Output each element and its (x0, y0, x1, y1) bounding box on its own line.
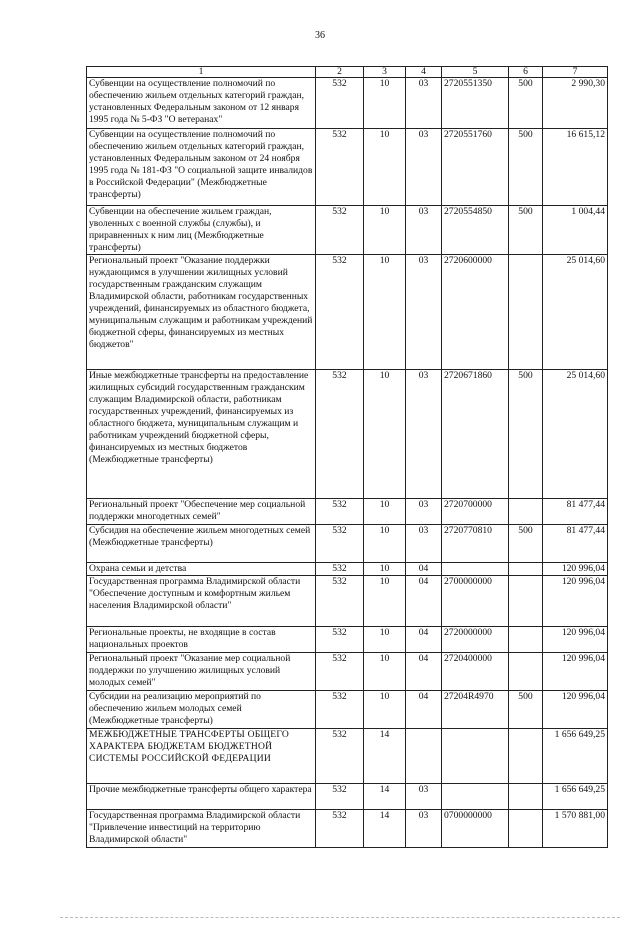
row-code-target: 2720700000 (442, 499, 509, 525)
row-code-admin: 532 (316, 499, 364, 525)
row-code-admin: 532 (316, 691, 364, 729)
row-code-section: 10 (364, 653, 406, 691)
row-name: Охрана семьи и детства (87, 563, 316, 576)
table-body (87, 78, 608, 848)
row-code-admin: 532 (316, 525, 364, 563)
row-code-target: 2720000000 (442, 627, 509, 653)
row-amount: 25 014,60 (543, 370, 608, 499)
row-amount: 120 996,04 (543, 627, 608, 653)
row-name: Государственная программа Владимирской области "Привлечение инвестиций на территорию Владимирской области" (87, 810, 316, 848)
row-code-admin: 532 (316, 810, 364, 848)
row-name: Иные межбюджетные трансферты на предоставление жилищных субсидий государственным гражданским служащим Владимирской области, работникам государственных учреждений, финансируемых из областного бюджета, муниципальным служащим и работникам учреждений бюджетной сферы, финансируемых из местных бюджетов (Межбюджетные трансферты) (87, 370, 316, 499)
header-col-3: 3 (364, 67, 406, 78)
header-col-5: 5 (442, 67, 509, 78)
table-row (87, 129, 608, 206)
row-code-section: 10 (364, 499, 406, 525)
row-code-admin: 532 (316, 206, 364, 255)
row-amount: 16 615,12 (543, 129, 608, 206)
row-code-admin: 532 (316, 627, 364, 653)
row-code-type (509, 729, 543, 784)
row-code-type: 500 (509, 525, 543, 563)
table-row (87, 255, 608, 370)
row-code-type (509, 576, 543, 627)
row-amount: 1 570 881,00 (543, 810, 608, 848)
row-code-section: 10 (364, 370, 406, 499)
row-amount: 81 477,44 (543, 499, 608, 525)
row-name: Прочие межбюджетные трансферты общего характера (87, 784, 316, 810)
row-code-type (509, 627, 543, 653)
row-code-subsection: 03 (406, 370, 442, 499)
row-code-subsection: 03 (406, 206, 442, 255)
row-code-target (442, 729, 509, 784)
row-code-section: 10 (364, 691, 406, 729)
table-row (87, 525, 608, 563)
row-code-subsection: 03 (406, 78, 442, 129)
row-code-target: 2720671860 (442, 370, 509, 499)
row-code-section: 10 (364, 525, 406, 563)
row-code-subsection: 03 (406, 525, 442, 563)
table-row (87, 653, 608, 691)
row-code-section: 14 (364, 810, 406, 848)
row-code-subsection: 03 (406, 810, 442, 848)
row-code-subsection: 04 (406, 653, 442, 691)
row-name: Субсидия на обеспечение жильем многодетных семей (Межбюджетные трансферты) (87, 525, 316, 563)
row-code-subsection: 03 (406, 255, 442, 370)
row-code-section: 10 (364, 129, 406, 206)
row-code-admin: 532 (316, 653, 364, 691)
row-code-target: 27204R4970 (442, 691, 509, 729)
row-amount: 1 004,44 (543, 206, 608, 255)
row-code-admin: 532 (316, 563, 364, 576)
page-bottom-scan-line (60, 917, 620, 919)
row-amount: 120 996,04 (543, 653, 608, 691)
header-col-1: 1 (87, 67, 316, 78)
row-name: МЕЖБЮДЖЕТНЫЕ ТРАНСФЕРТЫ ОБЩЕГО ХАРАКТЕРА БЮДЖЕТАМ БЮДЖЕТНОЙ СИСТЕМЫ РОССИЙСКОЙ ФЕДЕРАЦИИ (87, 729, 316, 784)
row-amount: 2 990,30 (543, 78, 608, 129)
row-code-target (442, 563, 509, 576)
row-name: Субвенции на осуществление полномочий по обеспечению жильем отдельных категорий граждан, установленных Федеральным законом от 24 ноября 1995 года № 181-ФЗ "О социальной защите инвалидов в Российской Федерации" (Межбюджетные трансферты) (87, 129, 316, 206)
row-code-type: 500 (509, 78, 543, 129)
row-code-section: 10 (364, 576, 406, 627)
row-code-target (442, 784, 509, 810)
header-col-7: 7 (543, 67, 608, 78)
row-code-section: 10 (364, 563, 406, 576)
table-row (87, 784, 608, 810)
table-row (87, 729, 608, 784)
row-name: Субвенции на обеспечение жильем граждан, уволенных с военной службы (службы), и приравненных к ним лиц (Межбюджетные трансферты) (87, 206, 316, 255)
row-code-subsection (406, 729, 442, 784)
row-code-admin: 532 (316, 78, 364, 129)
row-code-admin: 532 (316, 576, 364, 627)
row-code-admin: 532 (316, 129, 364, 206)
page-number: 36 (315, 30, 325, 41)
row-code-subsection: 03 (406, 129, 442, 206)
row-code-section: 14 (364, 784, 406, 810)
row-code-admin: 532 (316, 784, 364, 810)
row-name: Региональный проект "Обеспечение мер социальной поддержки многодетных семей" (87, 499, 316, 525)
row-amount: 81 477,44 (543, 525, 608, 563)
row-code-subsection: 04 (406, 691, 442, 729)
row-code-section: 10 (364, 78, 406, 129)
table-row (87, 576, 608, 627)
row-code-target: 2720551760 (442, 129, 509, 206)
row-amount: 120 996,04 (543, 576, 608, 627)
row-code-subsection: 04 (406, 627, 442, 653)
row-code-type (509, 653, 543, 691)
table-row (87, 370, 608, 499)
row-code-target: 2700000000 (442, 576, 509, 627)
table-row (87, 206, 608, 255)
row-amount: 1 656 649,25 (543, 784, 608, 810)
row-code-type (509, 563, 543, 576)
row-name: Региональные проекты, не входящие в состав национальных проектов (87, 627, 316, 653)
table-row (87, 563, 608, 576)
row-code-target: 2720554850 (442, 206, 509, 255)
row-code-target: 2720551350 (442, 78, 509, 129)
row-code-admin: 532 (316, 370, 364, 499)
row-code-type (509, 255, 543, 370)
table-row (87, 810, 608, 848)
row-code-type (509, 810, 543, 848)
row-code-admin: 532 (316, 255, 364, 370)
row-code-subsection: 04 (406, 563, 442, 576)
row-amount: 1 656 649,25 (543, 729, 608, 784)
row-code-type: 500 (509, 129, 543, 206)
row-amount: 120 996,04 (543, 563, 608, 576)
budget-table (86, 66, 608, 848)
row-name: Региональный проект "Оказание поддержки нуждающимся в улучшении жилищных условий государственным гражданским служащим Владимирской области, работникам государственных учреждений, финансируемых из областного бюджета, муниципальным служащим и работникам учреждений бюджетной сферы, финансируемых из местных бюджетов" (87, 255, 316, 370)
row-amount: 120 996,04 (543, 691, 608, 729)
header-col-4: 4 (406, 67, 442, 78)
row-code-section: 10 (364, 255, 406, 370)
table-row (87, 627, 608, 653)
row-code-section: 14 (364, 729, 406, 784)
row-amount: 25 014,60 (543, 255, 608, 370)
table-header (87, 67, 608, 78)
row-code-target: 2720770810 (442, 525, 509, 563)
table-row (87, 691, 608, 729)
row-code-subsection: 03 (406, 784, 442, 810)
row-code-section: 10 (364, 627, 406, 653)
row-code-type (509, 784, 543, 810)
row-code-target: 2720400000 (442, 653, 509, 691)
table-row (87, 78, 608, 129)
header-row (87, 67, 608, 78)
row-code-target: 2720600000 (442, 255, 509, 370)
table-row (87, 499, 608, 525)
header-col-6: 6 (509, 67, 543, 78)
row-code-type: 500 (509, 206, 543, 255)
row-name: Государственная программа Владимирской области "Обеспечение доступным и комфортным жильем населения Владимирской области" (87, 576, 316, 627)
row-name: Субсидии на реализацию мероприятий по обеспечению жильем молодых семей (Межбюджетные трансферты) (87, 691, 316, 729)
row-name: Региональный проект "Оказание мер социальной поддержки по улучшению жилищных условий молодых семей" (87, 653, 316, 691)
row-code-subsection: 04 (406, 576, 442, 627)
row-code-type: 500 (509, 370, 543, 499)
row-code-type: 500 (509, 691, 543, 729)
row-code-subsection: 03 (406, 499, 442, 525)
row-code-admin: 532 (316, 729, 364, 784)
row-code-target: 0700000000 (442, 810, 509, 848)
header-col-2: 2 (316, 67, 364, 78)
row-code-section: 10 (364, 206, 406, 255)
row-name: Субвенции на осуществление полномочий по обеспечению жильем отдельных категорий граждан, установленных Федеральным законом от 12 января 1995 года № 5-ФЗ "О ветеранах" (87, 78, 316, 129)
row-code-type (509, 499, 543, 525)
